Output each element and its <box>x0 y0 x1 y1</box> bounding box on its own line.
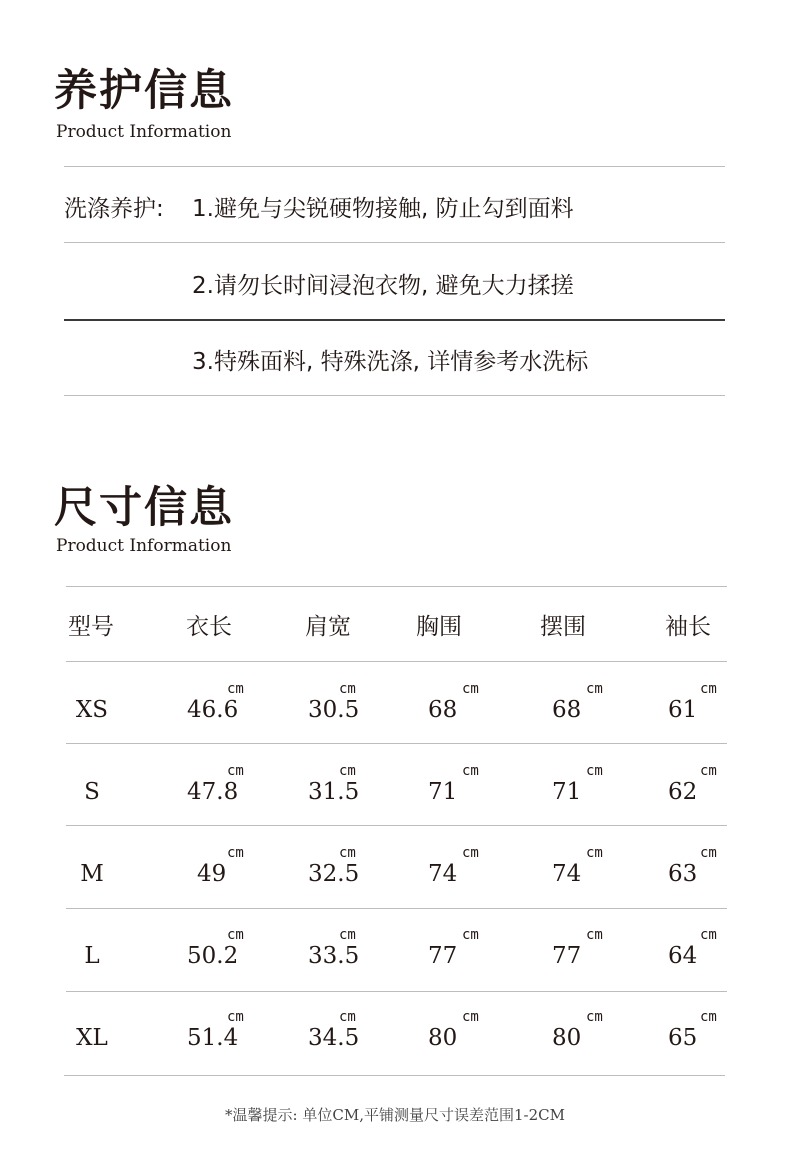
unit-label: cm <box>339 763 356 779</box>
header-shoulder: 肩宽 <box>305 614 351 640</box>
header-length: 衣长 <box>186 614 232 640</box>
care-item-2: 2.请勿长时间浸泡衣物, 避免大力揉搓 <box>192 273 574 299</box>
measure-value: 77 <box>428 943 458 969</box>
unit-label: cm <box>227 1009 244 1025</box>
unit-label: cm <box>700 1009 717 1025</box>
measure-value: 65 <box>668 1025 698 1051</box>
table-divider <box>66 586 727 587</box>
size-title: 尺寸信息 <box>54 483 234 533</box>
unit-label: cm <box>227 845 244 861</box>
measure-value: 68 <box>428 697 458 723</box>
measure-value: 46.6 <box>187 697 239 723</box>
header-model: 型号 <box>68 614 114 640</box>
measure-value: 47.8 <box>187 779 239 805</box>
unit-label: cm <box>227 681 244 697</box>
care-item-3: 3.特殊面料, 特殊洗涤, 详情参考水洗标 <box>192 349 589 375</box>
measure-value: 31.5 <box>308 779 360 805</box>
measure-value: 74 <box>552 861 582 887</box>
unit-label: cm <box>339 681 356 697</box>
unit-label: cm <box>339 1009 356 1025</box>
table-divider <box>66 991 727 992</box>
unit-label: cm <box>700 927 717 943</box>
care-label: 洗涤养护: <box>64 196 164 222</box>
size-subtitle: Product Information <box>56 536 232 556</box>
size-label: M <box>80 861 104 887</box>
divider <box>64 166 725 167</box>
size-label: XL <box>76 1025 108 1051</box>
unit-label: cm <box>227 927 244 943</box>
measure-value: 34.5 <box>308 1025 360 1051</box>
size-note: *温馨提示: 单位CM,平铺测量尺寸误差范围1-2CM <box>225 1106 565 1124</box>
measure-value: 71 <box>552 779 582 805</box>
unit-label: cm <box>700 681 717 697</box>
table-divider <box>66 661 727 662</box>
measure-value: 51.4 <box>187 1025 239 1051</box>
unit-label: cm <box>462 845 479 861</box>
divider <box>64 242 725 243</box>
header-chest: 胸围 <box>416 614 462 640</box>
care-item-1: 1.避免与尖锐硬物接触, 防止勾到面料 <box>192 196 574 222</box>
care-title: 养护信息 <box>54 66 234 116</box>
measure-value: 64 <box>668 943 698 969</box>
unit-label: cm <box>700 763 717 779</box>
divider <box>64 319 725 321</box>
care-subtitle: Product Information <box>56 122 232 142</box>
measure-value: 77 <box>552 943 582 969</box>
unit-label: cm <box>462 927 479 943</box>
table-divider <box>66 743 727 744</box>
unit-label: cm <box>586 845 603 861</box>
table-divider <box>66 825 727 826</box>
measure-value: 49 <box>197 861 227 887</box>
unit-label: cm <box>586 681 603 697</box>
unit-label: cm <box>700 845 717 861</box>
measure-value: 61 <box>668 697 698 723</box>
measure-value: 50.2 <box>187 943 239 969</box>
table-divider <box>64 1075 725 1076</box>
unit-label: cm <box>339 845 356 861</box>
divider <box>64 395 725 396</box>
measure-value: 62 <box>668 779 698 805</box>
unit-label: cm <box>586 763 603 779</box>
unit-label: cm <box>462 763 479 779</box>
measure-value: 74 <box>428 861 458 887</box>
size-label: L <box>84 943 100 969</box>
unit-label: cm <box>462 681 479 697</box>
header-sleeve: 袖长 <box>665 614 711 640</box>
measure-value: 33.5 <box>308 943 360 969</box>
measure-value: 63 <box>668 861 698 887</box>
unit-label: cm <box>227 763 244 779</box>
unit-label: cm <box>462 1009 479 1025</box>
size-label: XS <box>75 697 109 723</box>
unit-label: cm <box>586 927 603 943</box>
table-divider <box>66 908 727 909</box>
measure-value: 80 <box>428 1025 458 1051</box>
measure-value: 80 <box>552 1025 582 1051</box>
unit-label: cm <box>586 1009 603 1025</box>
measure-value: 32.5 <box>308 861 360 887</box>
header-hem: 摆围 <box>540 614 586 640</box>
unit-label: cm <box>339 927 356 943</box>
measure-value: 71 <box>428 779 458 805</box>
measure-value: 68 <box>552 697 582 723</box>
size-label: S <box>84 779 100 805</box>
measure-value: 30.5 <box>308 697 360 723</box>
